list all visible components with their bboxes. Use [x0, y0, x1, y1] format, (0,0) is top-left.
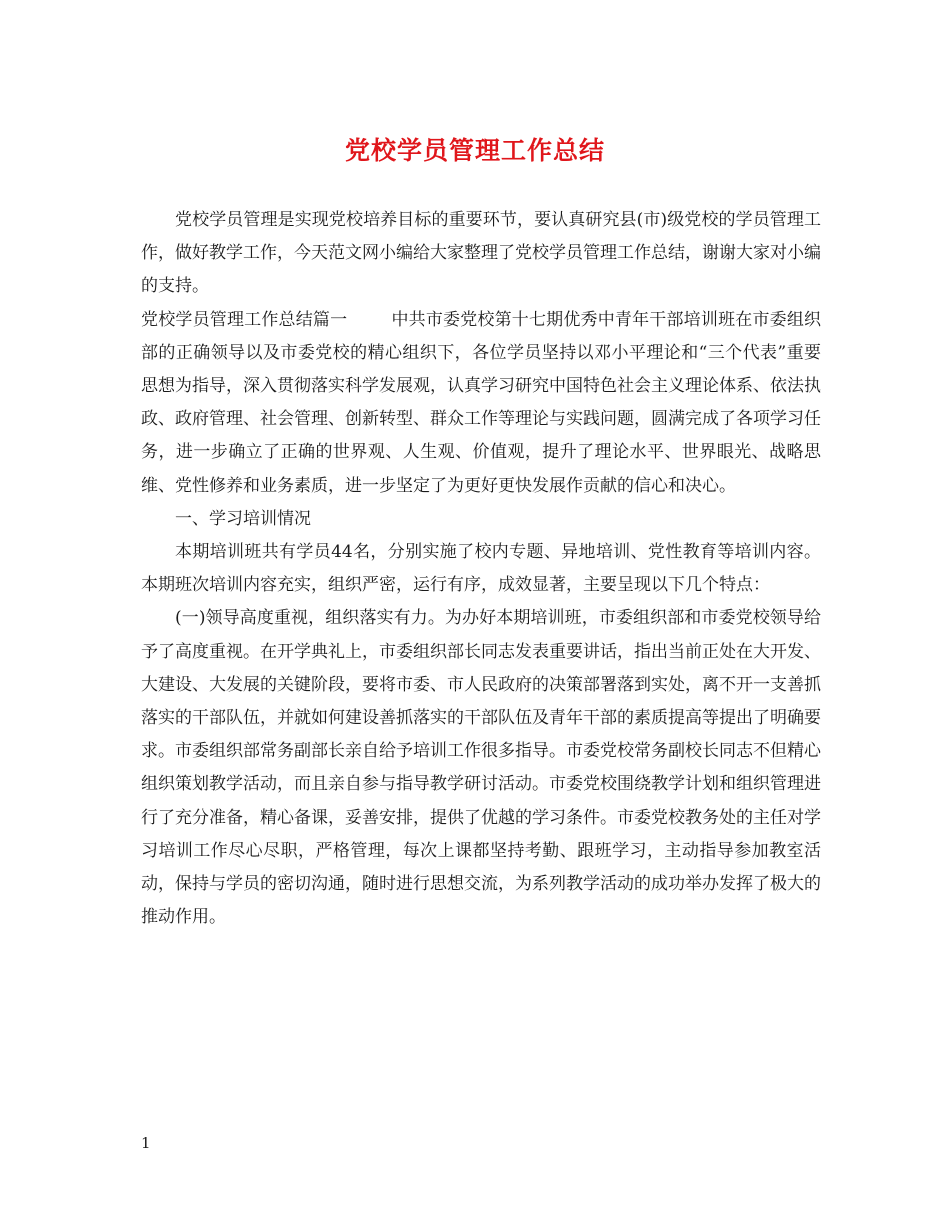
page-number: 1	[141, 1134, 151, 1152]
part-body: 中共市委党校第十七期优秀中青年干部培训班在市委组织部的正确领导以及市委党校的精心组织下，各位学员坚持以邓小平理论和“三个代表”重要思想为指导，深入贯彻落实科学发展观，认真学习研究中国特色社会主义理论体系、依法执政、政府管理、社会管理、创新转型、群众工作等理论与实践问题，圆满完成了各项学习任务，进一步确立了正确的世界观、人生观、价值观，提升了理论水平、世界眼光、战略思维、党性修养和业务素质，进一步坚定了为更好更快发展作贡献的信心和决心。	[141, 309, 822, 496]
section-paragraph-2: (一)领导高度重视，组织落实有力。为办好本期培训班，市委组织部和市委党校领导给予了高度重视。在开学典礼上，市委组织部长同志发表重要讲话，指出当前正处在大开发、大建设、大发展的关键阶段，要将市委、市人民政府的决策部署落到实处，离不开一支善抓落实的干部队伍，并就如何建设善抓落实的干部队伍及青年干部的素质提高等提出了明确要求。市委组织部常务副部长亲自给予培训工作很多指导。市委党校常务副校长同志不但精心组织策划教学活动，而且亲自参与指导教学研讨活动。市委党校围绕教学计划和组织管理进行了充分准备，精心备课，妥善安排，提供了优越的学习条件。市委党校教务处的主任对学习培训工作尽心尽职，严格管理，每次上课都坚持考勤、跟班学习，主动指导参加教室活动，保持与学员的密切沟通，随时进行思想交流，为系列教学活动的成功举办发挥了极大的推动作用。	[141, 608, 821, 928]
intro-paragraph: 党校学员管理是实现党校培养目标的重要环节，要认真研究县(市)级党校的学员管理工作，做好教学工作，今天范文网小编给大家整理了党校学员管理工作总结，谢谢大家对小编的支持。	[141, 210, 821, 297]
section-paragraph-1: 本期培训班共有学员44名，分别实施了校内专题、异地培训、党性教育等培训内容。本期班次培训内容充实，组织严密，运行有序，成效显著，主要呈现以下几个特点：	[141, 542, 821, 596]
part-heading: 党校学员管理工作总结篇一	[141, 309, 348, 330]
section-heading: 一、学习培训情况	[175, 508, 311, 529]
document-body	[141, 204, 821, 934]
part-paragraph	[141, 304, 821, 503]
document-title: 党校学员管理工作总结	[344, 136, 605, 165]
